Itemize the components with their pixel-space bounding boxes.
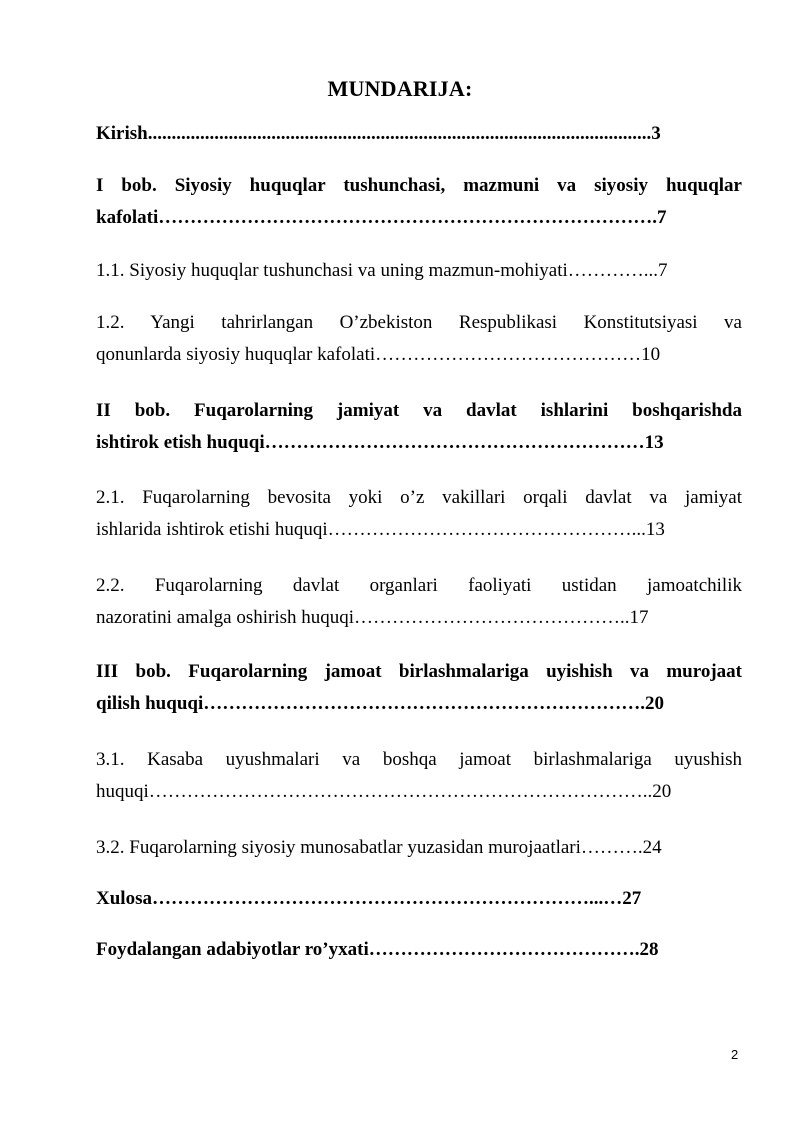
toc-line: 1.2. Yangi tahrirlangan O’zbekiston Respublikasi Konstitutsiyasi va — [96, 312, 742, 333]
toc-line: nazoratini amalga oshirish huquqi……………………………………..17 — [96, 607, 649, 628]
toc-entry-chapter-2 — [96, 395, 742, 459]
toc-line: qonunlarda siyosiy huquqlar kafolati……………………………………10 — [96, 344, 661, 365]
page-number: 2 — [731, 1047, 739, 1062]
toc-entry-chapter-1 — [96, 170, 742, 234]
toc-line: 3.1. Kasaba uyushmalari va boshqa jamoat birlashmalariga uyushish — [96, 749, 742, 770]
toc-entry-2-2 — [96, 570, 742, 634]
toc-line: Kirish..........................................................................................................3 — [96, 123, 661, 144]
toc-line: 3.2. Fuqarolarning siyosiy munosabatlar yuzasidan murojaatlari……….24 — [96, 837, 662, 858]
page-title: MUNDARIJA: — [327, 76, 473, 101]
toc-entry-1-2 — [96, 307, 742, 371]
toc-entry-3-1 — [96, 744, 742, 808]
toc-line: huquqi……………………………………………………………………..20 — [96, 781, 672, 802]
toc-line: 2.2. Fuqarolarning davlat organlari faoliyati ustidan jamoatchilik — [96, 575, 742, 596]
toc-line: III bob. Fuqarolarning jamoat birlashmalariga uyishish va murojaat — [96, 661, 742, 682]
toc-entry-1-1 — [96, 255, 742, 287]
toc-line: qilish huquqi…………………………………………………………….20 — [96, 693, 664, 714]
toc-line: 2.1. Fuqarolarning bevosita yoki o’z vakillari orqali davlat va jamiyat — [96, 487, 742, 508]
toc-line: I bob. Siyosiy huquqlar tushunchasi, mazmuni va siyosiy huquqlar — [96, 175, 742, 196]
toc-entry-3-2 — [96, 832, 742, 864]
toc-entry-references — [96, 934, 742, 966]
toc-line: II bob. Fuqarolarning jamiyat va davlat ishlarini boshqarishda — [96, 400, 742, 421]
toc-entry-kirish — [96, 118, 742, 150]
toc-line: ishlarida ishtirok etishi huquqi…………………………………………...13 — [96, 519, 665, 540]
toc-line: Foydalangan adabiyotlar ro’yxati…………………………………….28 — [96, 939, 659, 960]
toc-entry-xulosa — [96, 883, 742, 915]
toc-line: kafolati…………………………………………………………………….7 — [96, 207, 667, 228]
toc-line: 1.1. Siyosiy huquqlar tushunchasi va uning mazmun-mohiyati…………...7 — [96, 260, 668, 281]
toc-entry-chapter-3 — [96, 656, 742, 720]
toc-line: ishtirok etish huquqi……………………………………………………13 — [96, 432, 664, 453]
toc-line: Xulosa……………………………………………………………...…27 — [96, 888, 642, 909]
toc-entry-2-1 — [96, 482, 742, 546]
